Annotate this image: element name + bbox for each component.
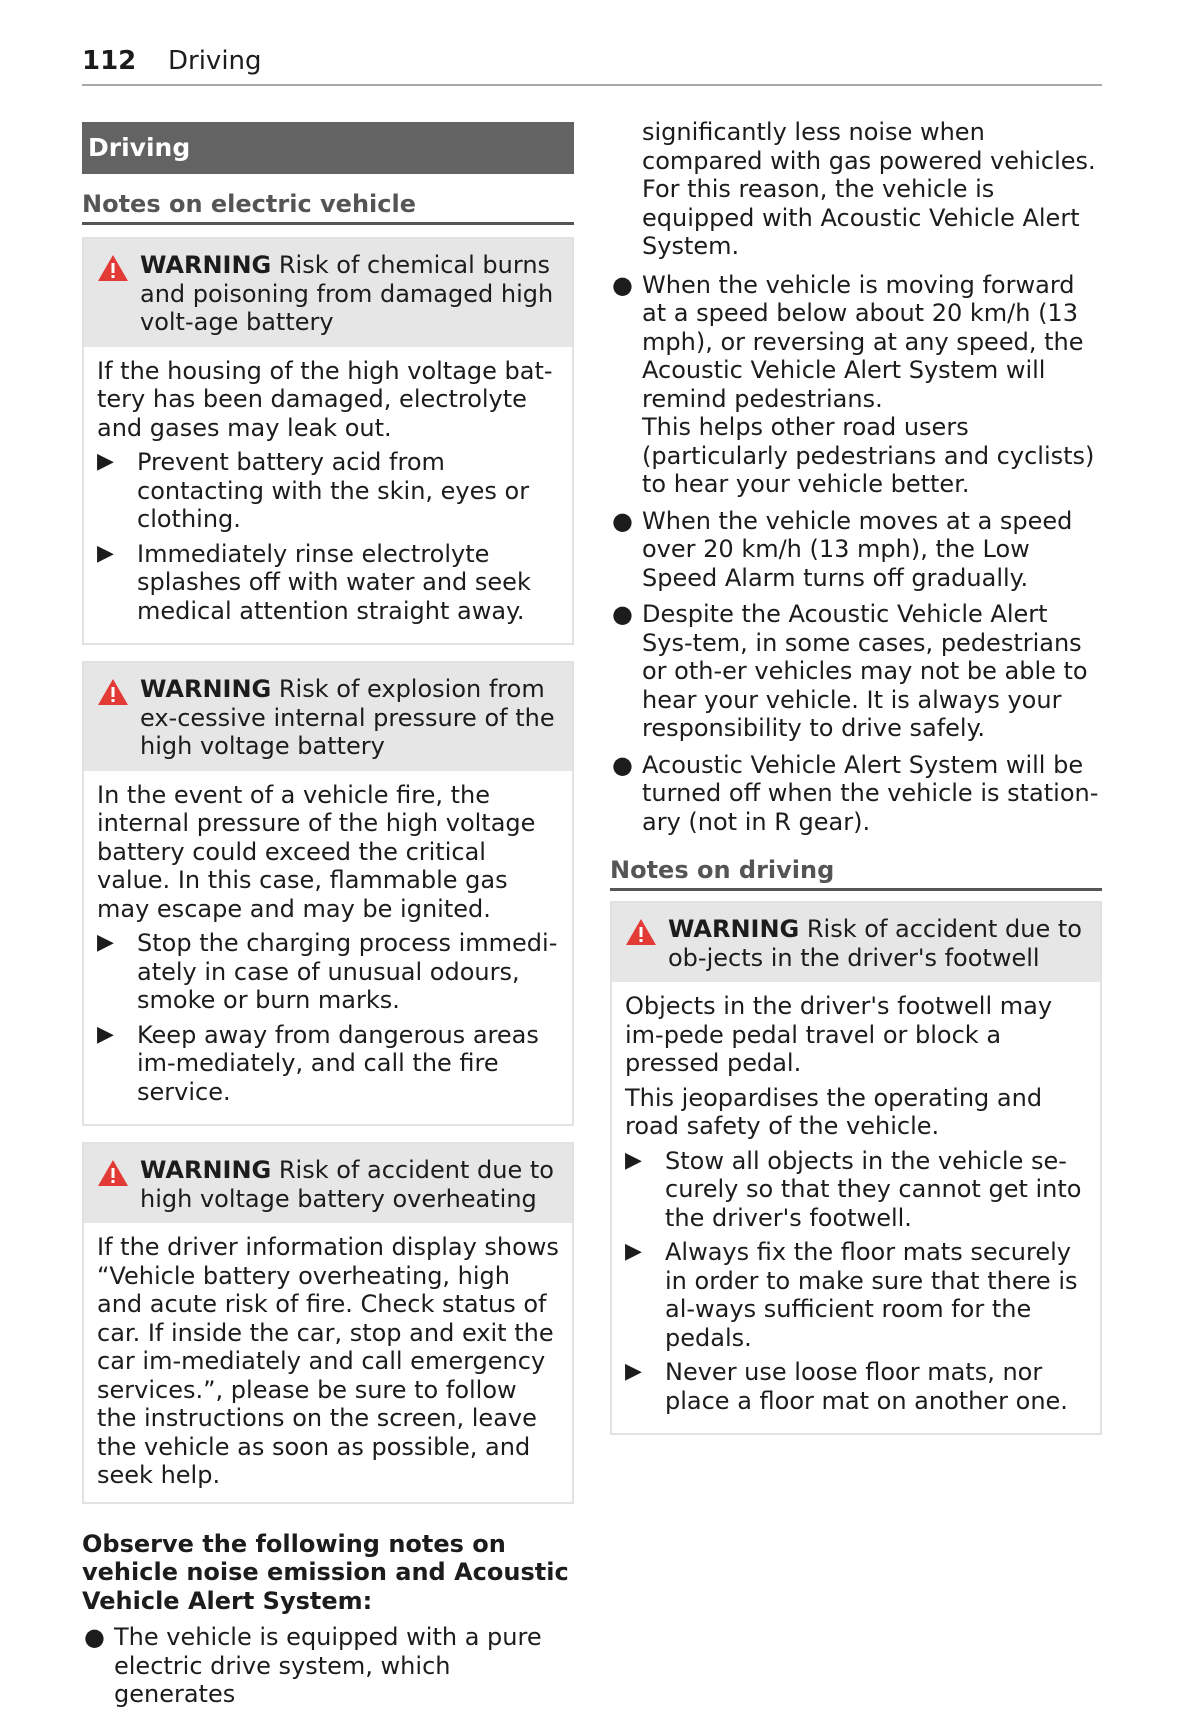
instruction-step: [97, 929, 560, 1015]
warning-title: Risk of explosion from ex-cessive internal pressure of the high voltage battery: [140, 675, 555, 760]
list-item: [82, 1623, 574, 1709]
right-column: [610, 118, 1102, 1435]
warning-title: Risk of accident due to high voltage battery overheating: [140, 1156, 554, 1213]
arrow-icon: ▶: [625, 1239, 642, 1264]
page-header: [82, 44, 1102, 86]
warning-triangle-icon: [96, 253, 130, 283]
warning-header: [84, 239, 572, 347]
subsection-heading-electric: Notes on electric vehicle: [82, 182, 574, 225]
section-title-bar: Driving: [82, 122, 574, 174]
warning-text: If the housing of the high voltage bat-tery has been damaged, electrolyte and gases may leak out.: [97, 356, 553, 442]
warning-text: Objects in the driver's footwell may im-pede pedal travel or block a pressed pedal.: [625, 992, 1053, 1077]
arrow-icon: ▶: [97, 930, 114, 955]
warning-header: [84, 1144, 572, 1223]
instruction-text: Always fix the floor mats securely in order to make sure that there is al-ways sufficient room for the pedals.: [665, 1238, 1078, 1352]
bullet-icon: ●: [612, 506, 633, 535]
noise-bullet-list: [82, 1623, 574, 1709]
list-item-text: Despite the Acoustic Vehicle Alert Sys-tem, in some cases, pedestrians or oth-er vehicles may not be able to hear your vehicle. It is always your responsibility to drive safely.: [642, 600, 1088, 742]
list-item: [610, 751, 1102, 837]
warning-body: [84, 771, 572, 1125]
instruction-text: Immediately rinse electrolyte splashes off with water and seek medical attention straight away.: [137, 539, 531, 625]
warning-text: In the event of a vehicle fire, the internal pressure of the high voltage battery could exceed the critical value. In this case, flammable gas may escape and may be ignited.: [97, 780, 536, 923]
observe-heading: Observe the following notes on vehicle noise emission and Acoustic Vehicle Alert System:: [82, 1529, 569, 1615]
left-column: [82, 122, 574, 1717]
instruction-text: Stop the charging process immedi-ately in case of unusual odours, smoke or burn marks.: [137, 929, 558, 1014]
arrow-icon: ▶: [97, 449, 114, 474]
warning-box-chemical-burns: [82, 237, 574, 645]
warning-label: WARNING: [140, 251, 272, 279]
list-item-text: significantly less noise when compared with gas powered vehicles.: [642, 118, 1096, 175]
list-item-text: When the vehicle is moving forward at a speed below about 20 km/h (13 mph), or reversing at any speed, the Acoustic Vehicle Alert System will remind pedestrians.: [642, 270, 1084, 413]
warning-triangle-icon: [624, 917, 658, 947]
warning-body: [84, 347, 572, 644]
bullet-icon: ●: [612, 750, 633, 779]
warning-box-explosion: [82, 661, 574, 1126]
chapter-title: Driving: [168, 46, 262, 76]
warning-label: WARNING: [140, 1156, 272, 1184]
warning-text: This jeopardises the operating and road safety of the vehicle.: [625, 1083, 1043, 1140]
instruction-text: Never use loose floor mats, nor place a floor mat on another one.: [665, 1358, 1068, 1415]
warning-box-overheating: [82, 1142, 574, 1504]
instruction-step: [97, 540, 560, 626]
instruction-text: Stow all objects in the vehicle se-curely so that they cannot get into the driver's footwell.: [665, 1146, 1082, 1232]
bullet-icon: ●: [612, 600, 633, 628]
arrow-icon: ▶: [97, 540, 114, 566]
arrow-icon: ▶: [97, 1021, 114, 1047]
list-item: [610, 600, 1102, 743]
warning-header: [612, 903, 1100, 982]
warning-box-footwell: [610, 901, 1102, 1435]
arrow-icon: ▶: [625, 1147, 642, 1173]
page-number: 112: [82, 46, 137, 76]
list-item: [610, 507, 1102, 593]
instruction-step: [97, 1021, 560, 1107]
arrow-icon: ▶: [625, 1359, 642, 1384]
warning-body: [612, 982, 1100, 1433]
list-item-text: Acoustic Vehicle Alert System will be turned off when the vehicle is station-ary (not in R gear).: [642, 750, 1099, 836]
instruction-step: [625, 1147, 1088, 1233]
warning-triangle-icon: [96, 677, 130, 707]
warning-triangle-icon: [96, 1158, 130, 1188]
warning-title: Risk of accident due to ob-jects in the driver's footwell: [668, 915, 1082, 972]
instruction-step: [625, 1238, 1088, 1352]
list-item-text: For this reason, the vehicle is equipped with Acoustic Vehicle Alert System.: [642, 175, 1080, 260]
instruction-text: Prevent battery acid from contacting with the skin, eyes or clothing.: [137, 448, 530, 533]
subsection-heading-driving: Notes on driving: [610, 848, 1102, 891]
instruction-step: [97, 448, 560, 534]
warning-label: WARNING: [668, 915, 800, 943]
instruction-text: Keep away from dangerous areas im-mediately, and call the fire service.: [137, 1020, 539, 1106]
noise-bullet-list-continued: [610, 118, 1102, 836]
list-item: [610, 271, 1102, 499]
warning-label: WARNING: [140, 675, 272, 703]
warning-title: Risk of chemical burns and poisoning from damaged high volt-age battery: [140, 251, 554, 336]
bullet-icon: ●: [612, 270, 633, 299]
list-item-continuation: [610, 118, 1102, 261]
warning-header: [84, 663, 572, 771]
warning-text: If the driver information display shows “Vehicle battery overheating, high and acute risk of fire. Check status of car. If inside the car, stop and exit the car im-mediately and call emergency services.”, please be sure to follow the instructions on the screen, leave the vehicle as soon as possible, and seek help.: [97, 1233, 559, 1489]
bullet-icon: ●: [84, 1623, 105, 1651]
list-item-text: This helps other road users (particularly pedestrians and cyclists) to hear your vehicle better.: [642, 413, 1095, 498]
instruction-step: [625, 1358, 1088, 1415]
list-item-text: The vehicle is equipped with a pure electric drive system, which generates: [114, 1623, 542, 1708]
warning-body: [84, 1223, 572, 1502]
list-item-text: When the vehicle moves at a speed over 20 km/h (13 mph), the Low Speed Alarm turns off gradually.: [642, 506, 1073, 592]
